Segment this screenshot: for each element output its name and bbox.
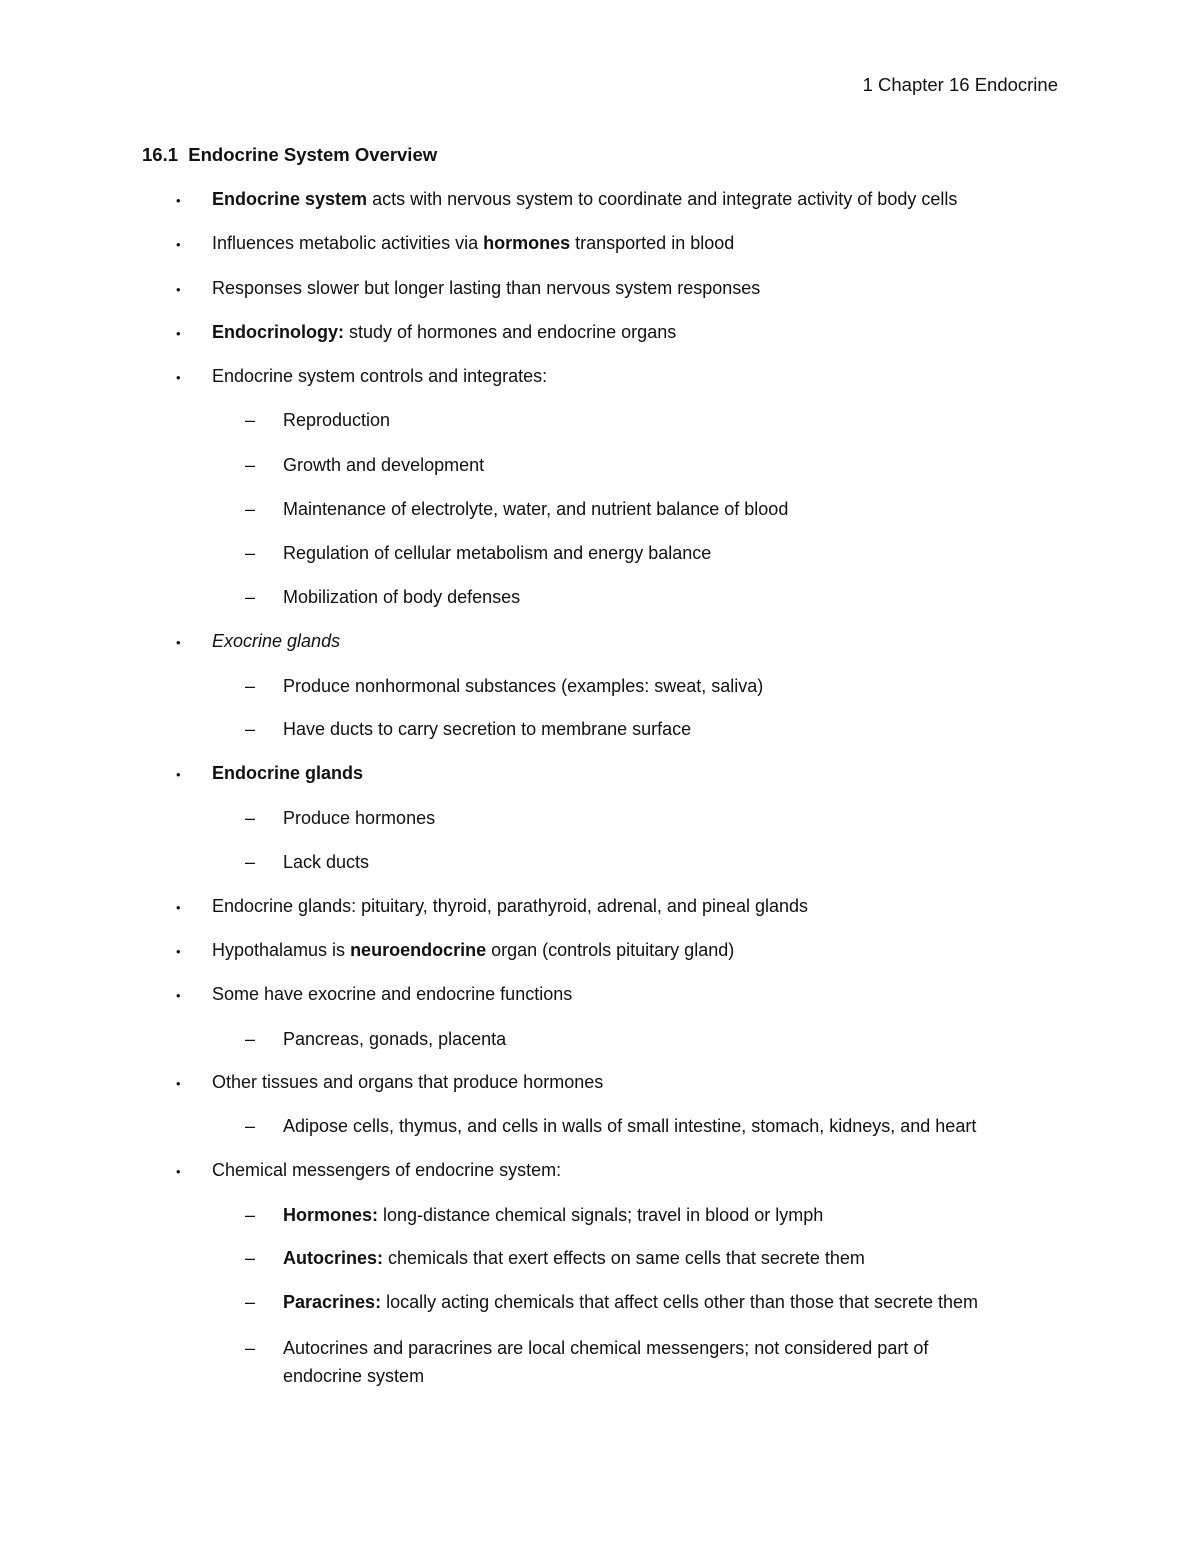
bullet-marker: • [176,900,181,915]
list-item: Endocrine glands [212,763,364,783]
list-item: Autocrines: chemicals that exert effects on same cells that secrete them [283,1248,865,1268]
dash-marker: – [245,852,256,872]
bullet-marker: • [176,193,181,208]
list-item: Regulation of cellular metabolism and energy balance [283,543,712,563]
list-item: Produce hormones [283,808,436,828]
dash-marker: – [245,676,256,696]
section-title [142,144,437,166]
bullet-marker: • [176,370,181,385]
list-item: Hormones: long-distance chemical signals; travel in blood or lymph [283,1205,824,1225]
bullet-marker: • [176,237,181,252]
bullet-marker: • [176,944,181,959]
dash-marker: – [245,1248,256,1268]
dash-marker: – [245,455,256,475]
list-item: Paracrines: locally acting chemicals that affect cells other than those that secrete them [283,1292,979,1312]
bullet-marker: • [176,1164,181,1179]
dash-marker: – [245,1292,256,1312]
dash-marker: – [245,499,256,519]
dash-marker: – [245,1029,256,1049]
list-item: Have ducts to carry secretion to membrane surface [283,719,692,739]
list-item: Autocrines and paracrines are local chemical messengers; not considered part of endocrine system [283,1338,929,1386]
dash-marker: – [245,587,256,607]
page-header: 1 Chapter 16 Endocrine [862,74,1058,95]
dash-marker: – [245,808,256,828]
list-item: Hypothalamus is neuroendocrine organ (controls pituitary gland) [212,940,735,960]
dash-marker: – [245,1338,256,1358]
bullet-marker: • [176,988,181,1003]
list-item: Growth and development [283,455,485,475]
list-item: Maintenance of electrolyte, water, and nutrient balance of blood [283,499,789,519]
list-item: Lack ducts [283,852,370,872]
list-item: Some have exocrine and endocrine functions [212,984,573,1004]
section-title-text: Endocrine System Overview [188,144,438,165]
dash-marker: – [245,410,256,430]
list-item: Reproduction [283,410,391,430]
list-item: Chemical messengers of endocrine system: [212,1160,562,1180]
list-item: Adipose cells, thymus, and cells in walls of small intestine, stomach, kidneys, and heart [283,1116,977,1136]
list-item: Exocrine glands [212,631,341,651]
list-item: Mobilization of body defenses [283,587,521,607]
list-item: Endocrine system controls and integrates: [212,366,548,386]
dash-marker: – [245,1116,256,1136]
list-item: Pancreas, gonads, placenta [283,1029,507,1049]
dash-marker: – [245,1205,256,1225]
bullet-marker: • [176,1076,181,1091]
section-number: 16.1 [142,144,179,165]
bullet-marker: • [176,282,181,297]
list-item: Produce nonhormonal substances (examples: sweat, saliva) [283,676,764,696]
bullet-marker: • [176,635,181,650]
bullet-marker: • [176,326,181,341]
dash-marker: – [245,543,256,563]
list-item: Endocrine system acts with nervous system to coordinate and integrate activity of body cells [212,189,958,209]
list-item: Endocrine glands: pituitary, thyroid, parathyroid, adrenal, and pineal glands [212,896,809,916]
list-item: Endocrinology: study of hormones and endocrine organs [212,322,677,342]
list-item: Responses slower but longer lasting than nervous system responses [212,278,761,298]
list-item: Influences metabolic activities via hormones transported in blood [212,233,735,253]
dash-marker: – [245,719,256,739]
list-item: Other tissues and organs that produce hormones [212,1072,604,1092]
bullet-marker: • [176,767,181,782]
